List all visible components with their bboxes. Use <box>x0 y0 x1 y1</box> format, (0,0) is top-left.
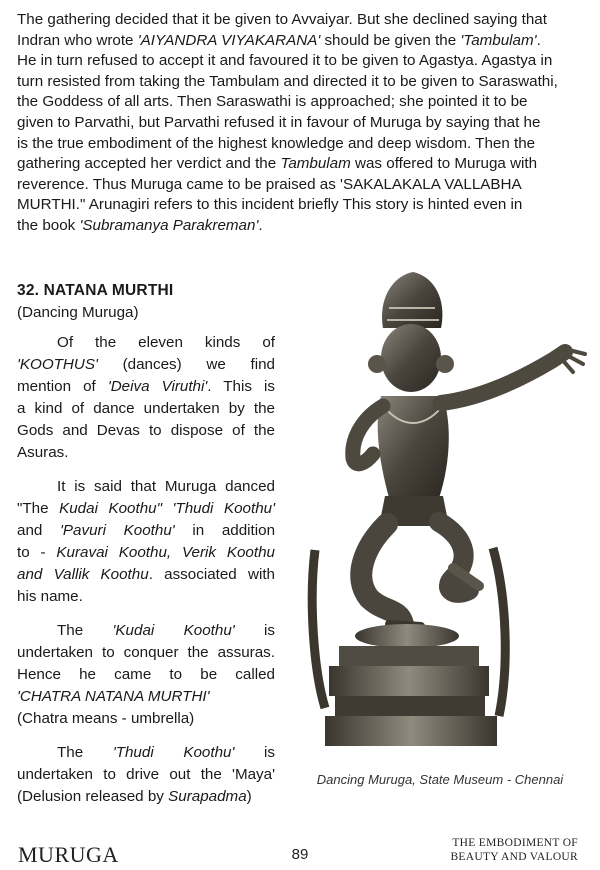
paragraph-muruga-danced <box>17 476 275 608</box>
text-line: It is said that Muruga danced <box>57 478 275 495</box>
frame-rod-left <box>312 550 325 708</box>
book-title-line: THE EMBODIMENT OF <box>452 837 578 849</box>
text-line: undertaken to drive out the 'Maya' <box>17 766 275 783</box>
text-line: 'CHATRA NATANA MURTHI' <box>17 688 210 705</box>
leg-right <box>439 522 469 593</box>
text-line: his name. <box>17 588 83 605</box>
lotus-pedestal <box>355 624 459 648</box>
text-line: "The Kudai Koothu" 'Thudi Koothu' <box>17 500 275 517</box>
text-line: reverence. Thus Muruga came to be praised as 'SAKALAKALA VALLABHA <box>17 175 522 193</box>
hand-right <box>559 348 585 372</box>
text-line: (Delusion released by Surapadma) <box>17 788 252 805</box>
leg-left <box>361 524 403 624</box>
text-column <box>17 332 275 820</box>
pedestal-tier-3 <box>335 696 485 716</box>
text-line: and Vallik Koothu. associated with <box>17 566 275 583</box>
text-line: He in turn refused to accept it and favoured it to be given to Agastya. Agastya in <box>17 52 553 70</box>
text-line: Asuras. <box>17 444 69 461</box>
pedestal-base <box>325 716 497 746</box>
text-line: gathering accepted her verdict and the Tambulam was offered to Muruga with <box>17 155 538 173</box>
text-line: turn resisted from taking the Tambulam and directed it to be given to Saraswathi, <box>17 72 558 90</box>
text-line: the book 'Subramanya Parakreman'. <box>17 216 263 234</box>
pedestal-tier-2 <box>329 666 489 696</box>
text-line: the Goddess of all arts. Then Saraswathi is approached; she pointed it to be <box>17 93 528 111</box>
text-line: Of the eleven kinds of <box>57 334 275 351</box>
text-line: is the true embodiment of the highest knowledge and deep wisdom. Then the <box>17 134 536 152</box>
text-line: and 'Pavuri Koothu' in addition <box>17 522 276 539</box>
figure-caption: Dancing Muruga, State Museum - Chennai <box>316 772 564 787</box>
paragraph-thudi-koothu <box>17 742 275 808</box>
paragraph-koothus <box>17 332 275 464</box>
section-heading: 32. NATANA MURTHI <box>17 282 174 299</box>
text-line: to - Kuravai Koothu, Verik Koothu <box>17 544 275 561</box>
text-line: a kind of dance undertaken by the <box>17 400 275 417</box>
text-line: MURTHI." Arunagiri refers to this incident briefly This story is hinted even in <box>17 196 523 214</box>
dancing-muruga-statue <box>303 268 589 768</box>
text-line: (Chatra means - umbrella) <box>17 710 195 727</box>
text-line: 'KOOTHUS' (dances) we find <box>17 356 275 373</box>
footer-book-title <box>450 836 578 864</box>
statue-photo <box>303 268 589 768</box>
head <box>381 324 441 392</box>
book-title-line: BEAUTY AND VALOUR <box>450 851 578 863</box>
text-line: Hence he came to be called <box>17 666 275 683</box>
text-line: given to Parvathi, but Parvathi refused it in favour of Muruga by saying that he <box>17 113 541 131</box>
text-line: The 'Kudai Koothu' is <box>57 622 275 639</box>
earring-left <box>368 355 386 373</box>
frame-rod-right <box>493 548 505 716</box>
text-line: Gods and Devas to dispose of the <box>17 422 275 439</box>
text-line: The gathering decided that it be given to Avvaiyar. But she declined saying that <box>17 11 547 28</box>
text-line: mention of 'Deiva Viruthi'. This is <box>17 378 275 395</box>
earring-right <box>436 355 454 373</box>
page-number: 89 <box>291 846 309 863</box>
intro-paragraph <box>17 10 573 237</box>
arm-right <box>441 352 565 403</box>
footer-brand: MURUGA <box>18 842 119 867</box>
text-line: Indran who wrote 'AIYANDRA VIYAKARANA' should be given the 'Tambulam'. <box>17 31 541 49</box>
pedestal-tier-1 <box>339 646 479 666</box>
paragraph-kudai-koothu <box>17 620 275 730</box>
text-line: undertaken to conquer the assuras. <box>17 644 275 661</box>
text-line: The 'Thudi Koothu' is <box>57 744 275 761</box>
section-subheading: (Dancing Muruga) <box>17 304 139 321</box>
